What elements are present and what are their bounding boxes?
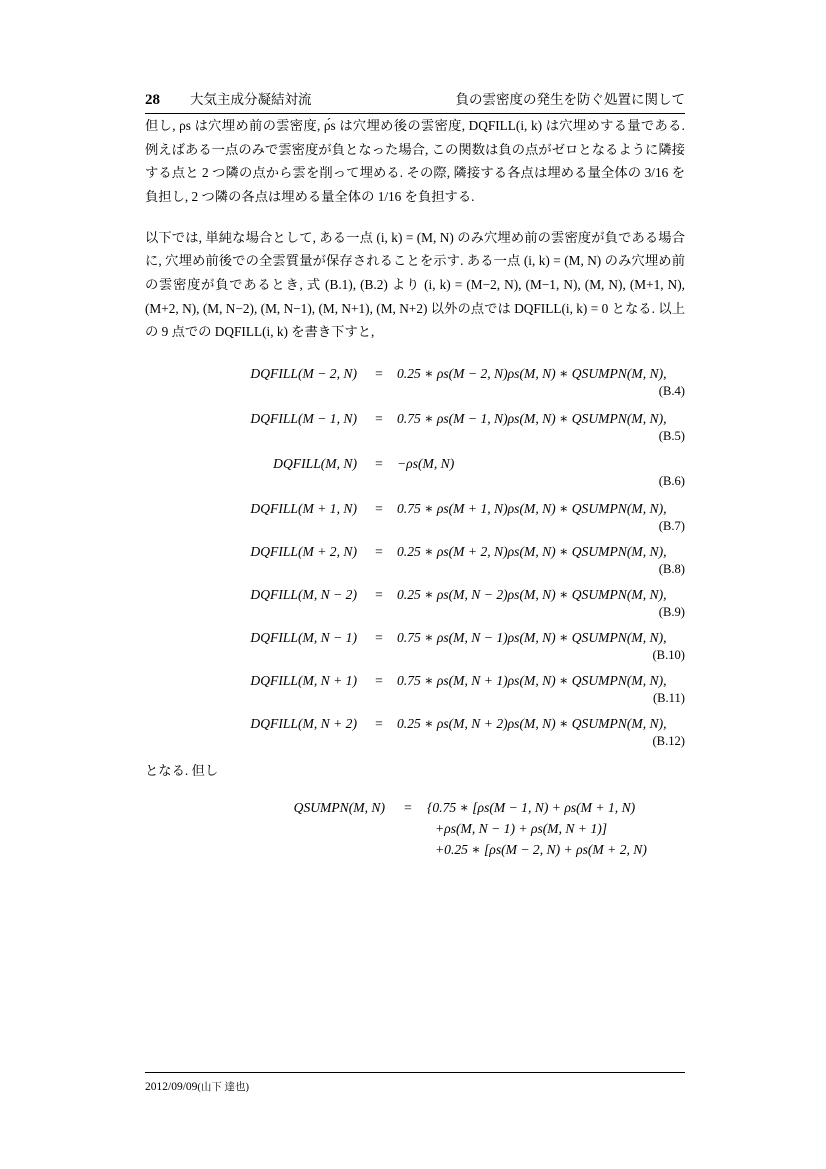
final-equation-block: [145, 800, 685, 858]
equation-row: [145, 366, 685, 382]
equation-rhs: −ρs(M, N): [397, 455, 455, 471]
equation-row: [145, 456, 685, 472]
equation-number: (B.12): [652, 733, 685, 748]
equation-row: [145, 630, 685, 646]
footer-date: 2012/09/09: [145, 1081, 198, 1093]
equation-relation: =: [375, 500, 383, 516]
equation-lhs: DQFILL(M − 1, N): [250, 410, 357, 426]
equation-relation: =: [375, 410, 383, 426]
equation-lhs: DQFILL(M, N): [273, 455, 357, 471]
running-head: [145, 88, 685, 114]
equation-row: [145, 587, 685, 603]
equation-relation: =: [375, 672, 383, 688]
equation-lhs: DQFILL(M + 2, N): [250, 543, 357, 559]
equation-number: (B.4): [658, 383, 685, 398]
footer-author: (山下 達也): [197, 1082, 250, 1093]
section-title: 負の雲密度の発生を防ぐ処置に関して: [455, 92, 685, 107]
equation-lhs: DQFILL(M, N + 2): [250, 715, 357, 731]
equation-rhs: 0.75 ∗ ρs(M, N − 1)ρs(M, N) ∗ QSUMPN(M, N),: [397, 629, 667, 645]
equation-number: (B.9): [658, 604, 685, 619]
equation-number: (B.11): [652, 690, 685, 705]
page-footer: [145, 1072, 685, 1094]
equation-row: [145, 673, 685, 689]
final-equation-line-2: +ρs(M, N − 1) + ρs(M, N + 1)]: [435, 820, 608, 836]
equation-lhs: DQFILL(M + 1, N): [250, 500, 357, 516]
footer-content: [145, 1079, 685, 1094]
page-content: [145, 88, 685, 863]
equation-relation: =: [375, 365, 383, 381]
equation-row: [145, 544, 685, 560]
equation-relation: =: [375, 455, 383, 471]
footer-divider: [145, 1072, 685, 1073]
chapter-title: 大気主成分凝結対流: [190, 92, 312, 107]
equation-rhs: 0.25 ∗ ρs(M + 2, N)ρs(M, N) ∗ QSUMPN(M, N),: [397, 543, 667, 559]
final-equation-row: [145, 800, 685, 816]
paragraph-2: 以下では, 単純な場合として, ある一点 (i, k) = (M, N) のみ穴埋め前の雲密度が負である場合に, 穴埋め前後での全雲質量が保存されることを示す. ある一点 (i, k) = (M, N) のみ穴埋め前の雲密度が負であるとき, 式 (B.1), (B.2) より (i, k) = (M−2, N), (M−1, N), (M, N), (M+1, N), (M+2, N), (M, N−2), (M, N−1), (M, N+1), (M, N+2) 以外の点では DQFILL(i, k) = 0 となる. 以上の 9 点での DQFILL(i, k) を書き下すと,: [145, 229, 685, 340]
paragraph-1: 但し, ρs は穴埋め前の雲密度, ρ́s は穴埋め後の雲密度, DQFILL(i, k) は穴埋めする量である. 例えばある一点のみで雲密度が負となった場合, この関数は負の点がゼロとなるように隣接する点と 2 つ隣の点から雲を削って埋める. その際, 隣接する各点は埋める量全体の 3/16 を負担し, 2 つ隣の各点は埋める量全体の 1/16 を負担する.: [145, 118, 685, 204]
equation-number: (B.10): [652, 647, 685, 662]
equation-number: (B.7): [658, 518, 685, 533]
final-equation-line-3: +0.25 ∗ [ρs(M − 2, N) + ρs(M + 2, N): [435, 841, 647, 857]
equation-rhs: 0.25 ∗ ρs(M − 2, N)ρs(M, N) ∗ QSUMPN(M, N),: [397, 365, 667, 381]
equation-lhs: DQFILL(M, N − 2): [250, 586, 357, 602]
equation-number: (B.8): [658, 561, 685, 576]
equation-relation: =: [375, 543, 383, 559]
equation-row: [145, 501, 685, 517]
equation-block: [145, 366, 685, 749]
equation-number: (B.6): [658, 473, 685, 488]
final-equation-line-1: {0.75 ∗ [ρs(M − 1, N) + ρs(M + 1, N): [427, 799, 636, 815]
equation-rhs: 0.75 ∗ ρs(M, N + 1)ρs(M, N) ∗ QSUMPN(M, N),: [397, 672, 667, 688]
equation-rhs: 0.75 ∗ ρs(M − 1, N)ρs(M, N) ∗ QSUMPN(M, N),: [397, 410, 667, 426]
paragraph-3: となる. 但し: [145, 762, 219, 778]
equation-lhs: DQFILL(M − 2, N): [250, 365, 357, 381]
final-equation-relation: =: [404, 799, 412, 815]
equation-row: [145, 411, 685, 427]
equation-relation: =: [375, 715, 383, 731]
equation-row: [145, 716, 685, 732]
equation-lhs: DQFILL(M, N + 1): [250, 672, 357, 688]
page-number: 28: [145, 92, 160, 108]
equation-number: (B.5): [658, 428, 685, 443]
equation-rhs: 0.75 ∗ ρs(M + 1, N)ρs(M, N) ∗ QSUMPN(M, N),: [397, 500, 667, 516]
equation-lhs: DQFILL(M, N − 1): [250, 629, 357, 645]
equation-relation: =: [375, 586, 383, 602]
equation-rhs: 0.25 ∗ ρs(M, N − 2)ρs(M, N) ∗ QSUMPN(M, N),: [397, 586, 667, 602]
equation-rhs: 0.25 ∗ ρs(M, N + 2)ρs(M, N) ∗ QSUMPN(M, N),: [397, 715, 667, 731]
final-equation-lhs: QSUMPN(M, N): [293, 799, 385, 815]
equation-relation: =: [375, 629, 383, 645]
